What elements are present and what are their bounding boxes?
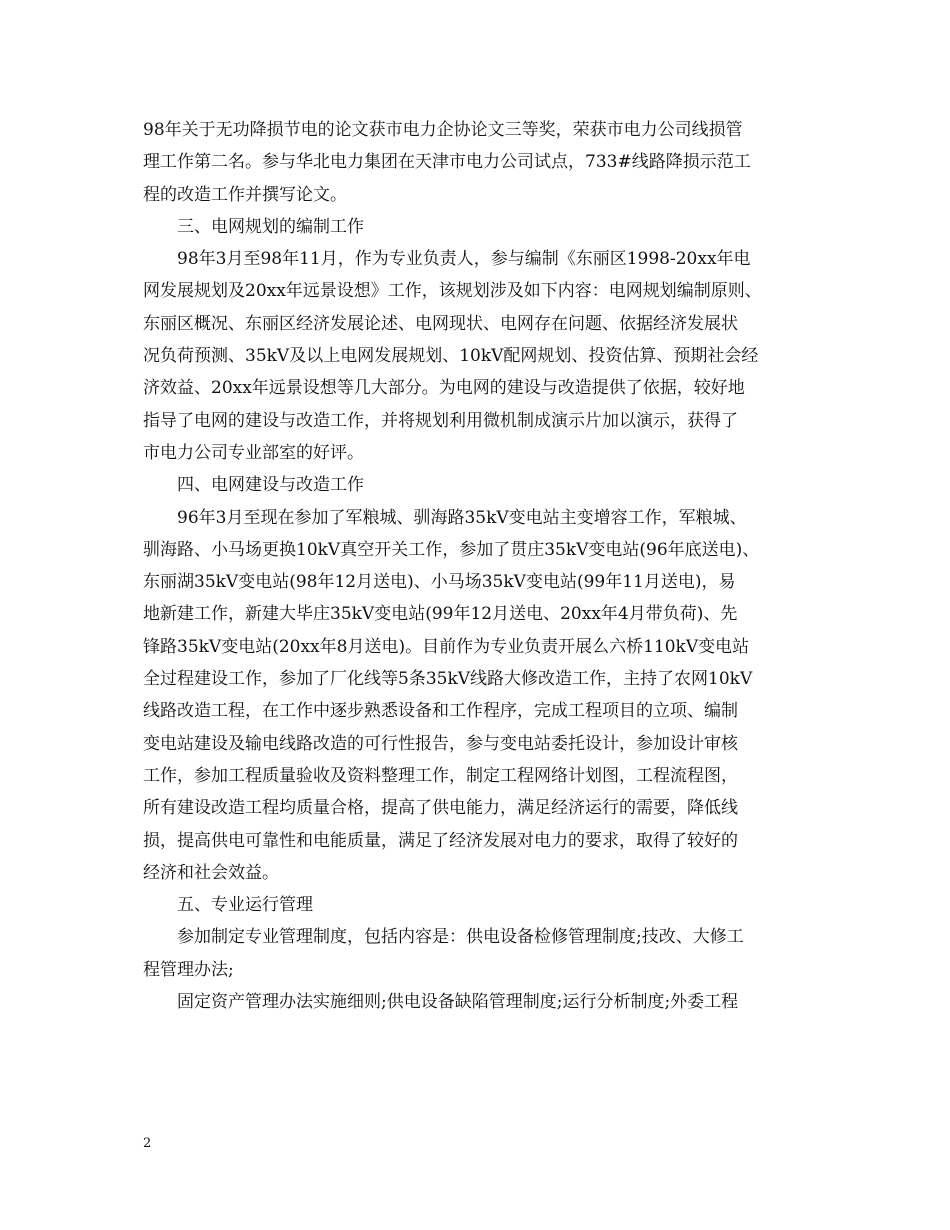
text-line: 96年3月至现在参加了军粮城、驯海路35kV变电站主变增容工作，军粮城、 xyxy=(177,507,747,528)
text-line: 程管理办法; xyxy=(143,959,234,980)
text-line: 经济和社会效益。 xyxy=(143,862,279,883)
text-line: 驯海路、小马场更换10kV真空开关工作，参加了贯庄35kV变电站(96年底送电)、 xyxy=(143,539,760,560)
text-line: 程的改造工作并撰写论文。 xyxy=(143,184,347,205)
text-line: 济效益、20xx年远景设想等几大部分。为电网的建设与改造提供了依据，较好地 xyxy=(143,378,745,399)
page-number: 2 xyxy=(143,1136,152,1151)
section-heading: 四、电网建设与改造工作 xyxy=(177,475,364,496)
text-line: 锋路35kV变电站(20xx年8月送电)。目前作为专业负责开展么六桥110kV变电站 xyxy=(143,636,750,657)
text-line: 参加制定专业管理制度，包括内容是：供电设备检修管理制度;技改、大修工 xyxy=(177,927,744,948)
text-line: 工作，参加工程质量验收及资料整理工作，制定工程网络计划图，工程流程图， xyxy=(143,765,738,786)
text-line: 全过程建设工作，参加了厂化线等5条35kV线路大修改造工作，主持了农网10kV xyxy=(143,669,753,690)
text-line: 变电站建设及输电线路改造的可行性报告，参与变电站委托设计，参加设计审核 xyxy=(143,733,738,754)
text-line: 损，提高供电可靠性和电能质量，满足了经济发展对电力的要求，取得了较好的 xyxy=(143,830,738,851)
text-line: 线路改造工程，在工作中逐步熟悉设备和工作程序，完成工程项目的立项、编制 xyxy=(143,701,738,722)
text-line: 98年关于无功降损节电的论文获市电力企协论文三等奖，荣获市电力公司线损管 xyxy=(143,120,743,140)
text-line: 东丽区概况、东丽区经济发展论述、电网现状、电网存在问题、依据经济发展状 xyxy=(143,313,738,334)
text-line: 指导了电网的建设与改造工作，并将规划利用微机制成演示片加以演示，获得了 xyxy=(143,410,738,431)
text-line: 况负荷预测、35kV及以上电网发展规划、10kV配网规划、投资估算、预期社会经 xyxy=(143,346,759,367)
text-line: 98年3月至98年11月，作为专业负责人，参与编制《东丽区1998-20xx年电 xyxy=(177,249,751,270)
text-line: 固定资产管理办法实施细则;供电设备缺陷管理制度;运行分析制度;外委工程 xyxy=(177,992,739,1013)
section-heading: 五、专业运行管理 xyxy=(177,895,313,916)
text-line: 地新建工作，新建大毕庄35kV变电站(99年12月送电、20xx年4月带负荷)、先 xyxy=(143,604,738,625)
text-line: 东丽湖35kV变电站(98年12月送电)、小马场35kV变电站(99年11月送电)，易 xyxy=(143,572,736,593)
section-heading: 三、电网规划的编制工作 xyxy=(177,216,364,237)
text-line: 市电力公司专业部室的好评。 xyxy=(143,442,364,463)
text-line: 网发展规划及20xx年远景设想》工作，该规划涉及如下内容：电网规划编制原则、 xyxy=(143,281,762,302)
document-body xyxy=(143,114,813,1018)
text-line: 理工作第二名。参与华北电力集团在天津市电力公司试点，733#线路降损示范工 xyxy=(143,152,751,173)
text-line: 所有建设改造工程均质量合格，提高了供电能力，满足经济运行的需要，降低线 xyxy=(143,798,738,819)
